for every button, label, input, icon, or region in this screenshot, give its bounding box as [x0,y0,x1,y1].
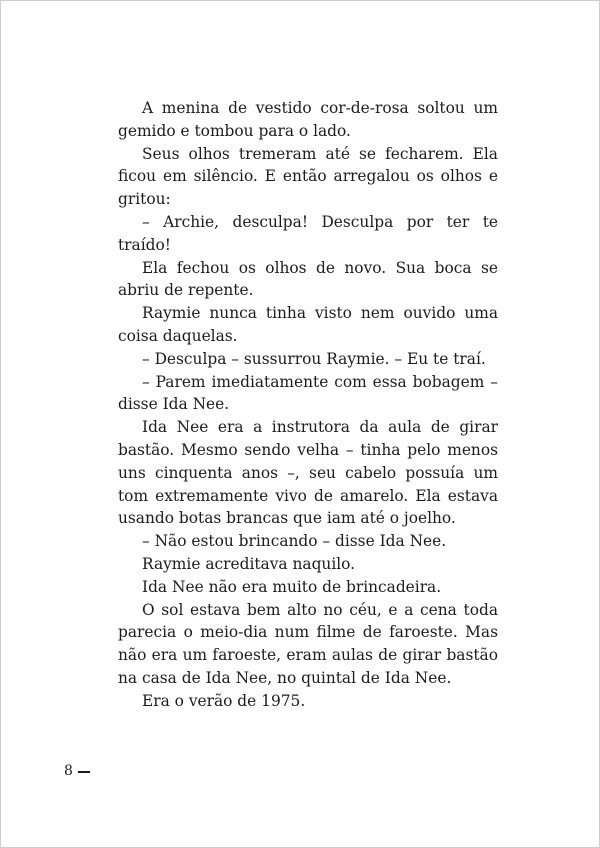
paragraph-7: – Parem imediatamente com essa bobagem – disse Ida Nee. [118,372,498,414]
paragraph-11: Ida Nee não era muito de brincadeira. [142,577,442,596]
page-number: 8 [64,763,73,779]
paragraph-13: Era o verão de 1975. [142,691,306,710]
body-text [118,97,498,713]
paragraph-2: Seus olhos tremeram até se fecharem. Ela ficou em silêncio. E então arregalou os olhos e gritou: [118,144,498,209]
paragraph-4: Ela fechou os olhos de novo. Sua boca se abriu de repente. [118,258,498,300]
paragraph-5: Raymie nunca tinha visto nem ouvido uma coisa daquelas. [118,304,498,345]
paragraph-10: Raymie acreditava naquilo. [142,554,356,573]
paragraph-3: – Archie, desculpa! Desculpa por ter te traído! [118,212,498,254]
paragraph-9: – Não estou brincando – disse Ida Nee. [142,532,447,551]
paragraph-12: O sol estava bem alto no céu, e a cena toda parecia o meio-dia num filme de faroeste. Mas não era um faroeste, eram aulas de girar bastão na casa de Ida Nee, no quintal de Ida Nee. [118,600,498,687]
paragraph-8: Ida Nee era a instrutora da aula de girar bastão. Mesmo sendo velha – tinha pelo menos uns cinquenta anos –, seu cabelo possuía um tom extremamente vivo de amarelo. Ela estava usando botas brancas que iam até o joelho. [118,418,498,528]
paragraph-1: A menina de vestido cor-de-rosa soltou um gemido e tombou para o lado. [118,99,498,140]
paragraph-6: – Desculpa – sussurrou Raymie. – Eu te traí. [142,349,486,368]
folio-dash [78,771,90,773]
page-folio [64,762,90,780]
